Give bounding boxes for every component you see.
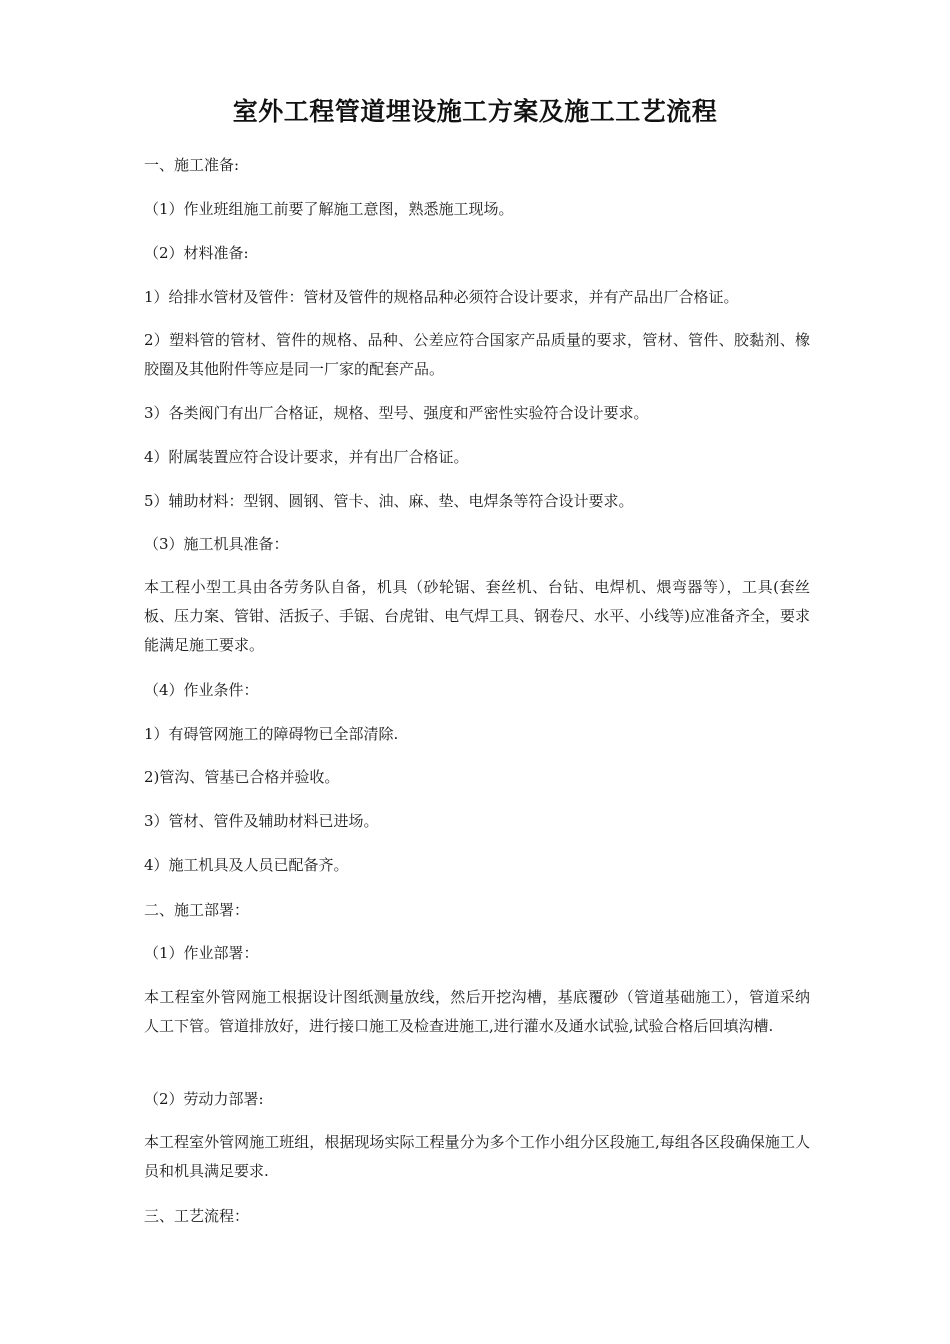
section-heading-process: 三、工艺流程： bbox=[144, 1207, 250, 1225]
paragraph-item: 本工程室外管网施工班组，根据现场实际工程量分为多个工作小组分区段施工,每组各区段确保施工人员和机具满足要求. bbox=[144, 1133, 810, 1180]
paragraph-item: 4）附属装置应符合设计要求，并有出厂合格证。 bbox=[144, 448, 469, 466]
paragraph-item: 本工程小型工具由各劳务队自备，机具（砂轮锯、套丝机、台钻、电焊机、煨弯器等），工具(套丝板、压力案、管钳、活扳子、手锯、台虎钳、电气焊工具、钢卷尺、水平、小线等)应准备齐全，要求能满足施工要求。 bbox=[144, 578, 810, 654]
paragraph-item: 2)管沟、管基已合格并验收。 bbox=[144, 768, 340, 786]
paragraph-item: 4）施工机具及人员已配备齐。 bbox=[144, 856, 349, 874]
paragraph-item: 3）各类阀门有出厂合格证，规格、型号、强度和严密性实验符合设计要求。 bbox=[144, 404, 649, 422]
paragraph-item: 1）给排水管材及管件：管材及管件的规格品种必须符合设计要求，并有产品出厂合格证。 bbox=[144, 288, 739, 306]
subsection-heading: （2）材料准备: bbox=[144, 244, 249, 262]
paragraph-item: 本工程室外管网施工根据设计图纸测量放线，然后开挖沟槽，基底覆砂（管道基础施工），管道采纳人工下管。管道排放好，进行接口施工及检查进施工,进行灌水及通水试验,试验合格后回填沟槽. bbox=[144, 988, 810, 1035]
document-title: 室外工程管道埋设施工方案及施工工艺流程 bbox=[232, 97, 718, 126]
section-heading-deployment: 二、施工部署： bbox=[144, 901, 250, 919]
paragraph-item: 3）管材、管件及辅助材料已进场。 bbox=[144, 812, 379, 830]
paragraph-item: 2）塑料管的管材、管件的规格、品种、公差应符合国家产品质量的要求，管材、管件、胶黏剂、橡胶圈及其他附件等应是同一厂家的配套产品。 bbox=[144, 331, 810, 378]
paragraph-item: 5）辅助材料：型钢、圆钢、管卡、油、麻、垫、电焊条等符合设计要求。 bbox=[144, 492, 634, 510]
paragraph-item: （1）作业班组施工前要了解施工意图，熟悉施工现场。 bbox=[144, 200, 514, 218]
subsection-heading: （2）劳动力部署: bbox=[144, 1090, 264, 1108]
subsection-heading: （3）施工机具准备： bbox=[144, 535, 289, 553]
subsection-heading: （1）作业部署： bbox=[144, 944, 259, 962]
subsection-heading: （4）作业条件： bbox=[144, 681, 259, 699]
paragraph-item: 1）有碍管网施工的障碍物已全部清除. bbox=[144, 725, 399, 743]
section-heading-preparation: 一、施工准备: bbox=[144, 156, 240, 174]
